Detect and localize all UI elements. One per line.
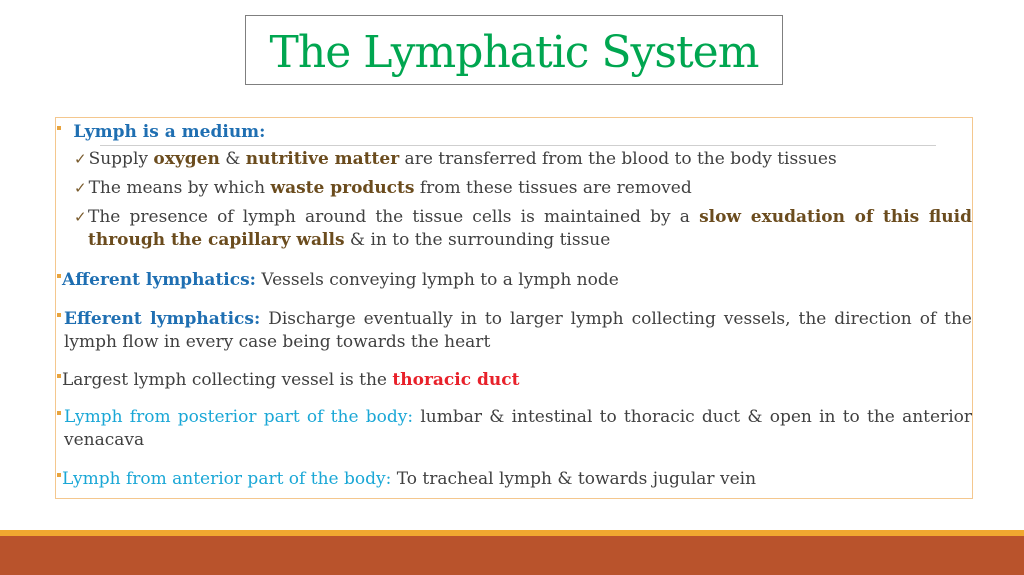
item-text: & in to the surrounding tissue xyxy=(344,230,611,250)
item-text: & xyxy=(219,149,246,169)
medium-heading xyxy=(57,121,265,144)
square-bullet-icon xyxy=(57,126,61,130)
anterior-text: To tracheal lymph & towards jugular vein xyxy=(391,469,757,489)
posterior-text: lumbar & intestinal to thoracic duct & open in to the anterior venacava xyxy=(64,407,972,450)
item-text: The means by which xyxy=(88,178,271,198)
checkmark-icon: ✓ xyxy=(74,208,87,226)
afferent-item xyxy=(57,269,619,292)
posterior-label: Lymph from posterior part of the body: xyxy=(64,407,414,427)
square-bullet-icon xyxy=(57,374,61,378)
check-holder xyxy=(74,206,89,229)
square-bullet-icon xyxy=(57,473,61,477)
heading-underline xyxy=(100,145,936,146)
bullet-holder xyxy=(57,308,62,331)
item-text: The presence of lymph around the tissue cells is maintained by a xyxy=(88,207,700,227)
item-text: from these tissues are removed xyxy=(414,178,692,198)
medium-item-3 xyxy=(88,206,972,252)
square-bullet-icon xyxy=(57,411,61,415)
checkmark-icon: ✓ xyxy=(74,179,87,197)
square-bullet-icon xyxy=(57,313,61,317)
efferent-text: Discharge eventually in to larger lymph collecting vessels, the direction of the lymph flow in every case being towards the heart xyxy=(64,309,972,352)
footer-bar xyxy=(0,536,1024,575)
medium-item-1 xyxy=(74,148,837,171)
anterior-item xyxy=(57,468,756,491)
largest-item xyxy=(57,369,519,392)
afferent-label: Afferent lymphatics: xyxy=(62,270,256,290)
checkmark-icon: ✓ xyxy=(74,150,87,168)
page-title: The Lymphatic System xyxy=(269,26,759,78)
square-bullet-icon xyxy=(57,274,61,278)
bullet-holder xyxy=(57,406,62,429)
medium-item-2 xyxy=(74,177,692,200)
thoracic-duct-highlight: thoracic duct xyxy=(392,370,520,390)
largest-text: Largest lymph collecting vessel is the xyxy=(62,370,393,390)
item-bold: nutritive matter xyxy=(245,149,400,169)
posterior-item xyxy=(64,406,972,452)
afferent-text: Vessels conveying lymph to a lymph node xyxy=(255,270,619,290)
title-box xyxy=(245,15,783,85)
efferent-item xyxy=(64,308,972,354)
item-text: are transferred from the blood to the body tissues xyxy=(399,149,837,169)
efferent-label: Efferent lymphatics: xyxy=(64,309,261,329)
anterior-label: Lymph from anterior part of the body: xyxy=(62,469,392,489)
item-bold: oxygen xyxy=(153,149,220,169)
item-text: Supply xyxy=(88,149,154,169)
medium-heading-text: Lymph is a medium: xyxy=(73,122,266,142)
item-bold: slow exudation of this fluid through the capillary walls xyxy=(88,207,972,250)
item-bold: waste products xyxy=(270,178,415,198)
